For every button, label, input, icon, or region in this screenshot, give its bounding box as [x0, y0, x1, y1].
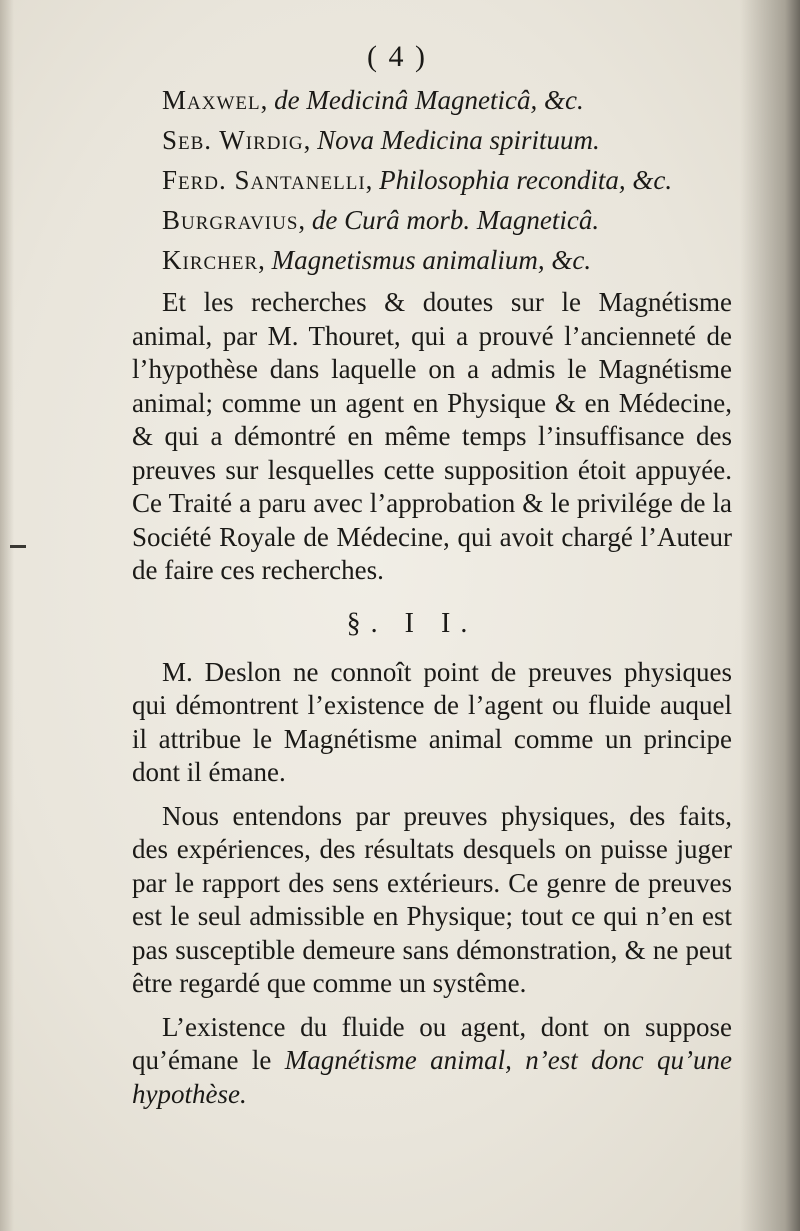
- conclusion-italic: Magnétisme animal, n’est donc qu’une hypothèse.: [132, 1045, 732, 1109]
- reference-author: Seb. Wirdig: [162, 125, 304, 155]
- page-edge-shadow: [740, 0, 800, 1231]
- paragraph-physical-proofs: Nous entendons par preuves physiques, des faits, des expériences, des résultats desquels on puisse juger par le rapport des sens extérieurs. Ce genre de preuves est le seul admissible en Physique; tout ce qui n’en est pas susceptible demeure sans démonstration, & ne peut être regardé que comme un systême.: [132, 800, 732, 998]
- reference-author: Burgravius: [162, 205, 299, 235]
- reference-line: Kircher, Magnetismus animalium, &c.: [162, 245, 592, 275]
- section-heading: §. I I.: [346, 607, 478, 639]
- paragraph-conclusion: [132, 1011, 732, 1112]
- reference-line: Seb. Wirdig, Nova Medicina spirituum.: [162, 125, 600, 155]
- reference-work: Philosophia recondita, &c.: [379, 165, 673, 195]
- page-number: ( 4 ): [367, 40, 427, 73]
- reference-author: Ferd. Santanelli: [162, 165, 366, 195]
- reference-work: Magnetismus animalium, &c.: [271, 245, 592, 275]
- text-block: [132, 40, 732, 1111]
- reference-author: Kircher: [162, 245, 259, 275]
- reference-work: Nova Medicina spirituum.: [317, 125, 600, 155]
- reference-line: Burgravius, de Curâ morb. Magneticâ.: [162, 205, 600, 235]
- reference-work: de Curâ morb. Magneticâ.: [311, 205, 600, 235]
- conclusion-text: L’existence du fluide ou agent, dont on suppose qu’émane le: [132, 1011, 732, 1075]
- reference-work: de Medicinâ Magneticâ, &c.: [274, 85, 584, 115]
- reference-line: Maxwel, de Medicinâ Magneticâ, &c.: [162, 85, 584, 115]
- reference-author: Maxwel: [162, 85, 261, 115]
- reference-line: Ferd. Santanelli, Philosophia recondita, &c.: [162, 165, 673, 195]
- page-gutter-shadow: [0, 0, 14, 1231]
- paragraph-thouret: Et les recherches & doutes sur le Magnétisme animal, par M. Thouret, qui a prouvé l’ancienneté de l’hypothèse dans laquelle on a admis le Magnétisme animal; comme un agent en Physique & en Médecine, & qui a démontré en même temps l’insuffisance des preuves sur lesquelles cette supposition étoit appuyée. Ce Traité a paru avec l’approbation & le privilége de la Société Royale de Médecine, qui avoit chargé l’Auteur de faire ces recherches.: [132, 287, 732, 585]
- paragraph-deslon: M. Deslon ne connoît point de preuves physiques qui démontrent l’existence de l’agent ou fluide auquel il attribue le Magnétisme animal comme un principe dont il émane.: [132, 656, 732, 787]
- margin-mark: [10, 545, 26, 548]
